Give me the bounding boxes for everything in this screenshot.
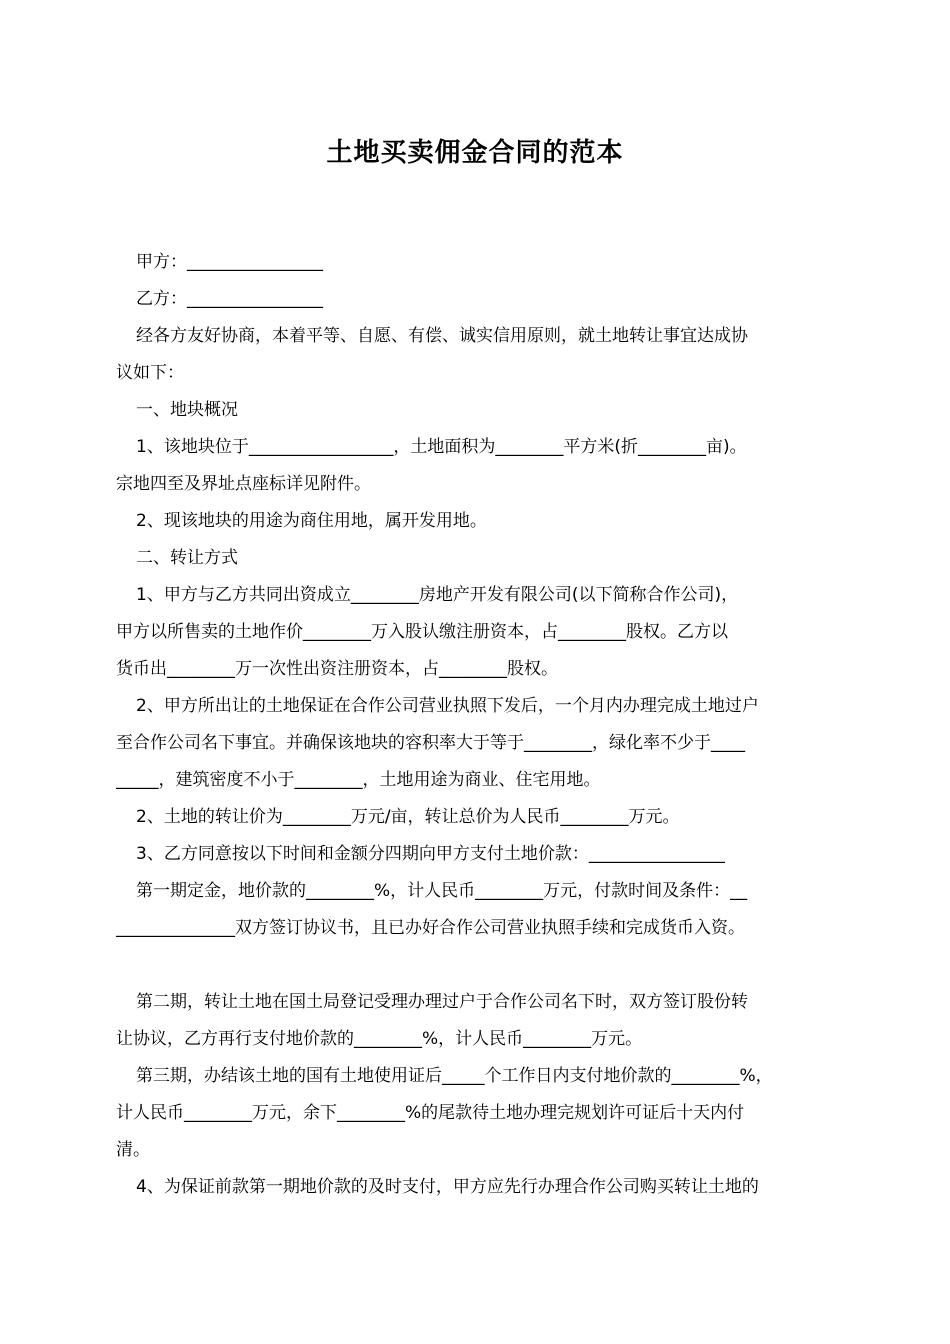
- payment-phase-1-line-1: 第一期定金，地价款的________%，计人民币________万元，付款时间及条件：__: [136, 881, 748, 901]
- document-body: [116, 244, 846, 1206]
- payment-phase-3-line-1: 第三期，办结该土地的国有土地使用证后_____个工作日内支付地价款的________%，: [136, 1066, 773, 1086]
- payment-phase-2-line-1: 第二期，转让土地在国土局登记受理办理过户于合作公司名下时，双方签订股份转: [136, 992, 748, 1012]
- clause-2-1-line-1: 1、甲方与乙方共同出资成立________房地产开发有限公司(以下简称合作公司)，: [136, 585, 739, 605]
- payment-phase-3-line-2: 计人民币________万元，余下________%的尾款待土地办理完规划许可证后十天内付: [116, 1103, 745, 1123]
- clause-price: 2、土地的转让价为________万元/亩，转让总价为人民币________万元。: [136, 807, 680, 827]
- party-a-line: 甲方：________________: [136, 252, 323, 272]
- section-heading-2: 二、转让方式: [136, 548, 238, 568]
- payment-phase-1-line-2: ______________双方签订协议书，且已办好合作公司营业执照手续和完成货币入资。: [116, 918, 745, 938]
- clause-1-1-line-2: 宗地四至及界址点座标详见附件。: [116, 474, 371, 494]
- section-heading-1: 一、地块概况: [136, 400, 238, 420]
- clause-2-2-line-2: 至合作公司名下事宜。并确保该地块的容积率大于等于________，绿化率不少于____: [116, 733, 745, 753]
- preamble-line-2: 议如下：: [116, 363, 184, 383]
- clause-1-1-line-1: 1、该地块位于_________________，土地面积为________平方米(折________亩)。: [136, 437, 747, 457]
- party-b-line: 乙方：________________: [136, 289, 323, 309]
- clause-2-2-line-1: 2、甲方所出让的土地保证在合作公司营业执照下发后，一个月内办理完成土地过户: [136, 696, 759, 716]
- clause-1-2: 2、现该地块的用途为商住用地，属开发用地。: [136, 511, 487, 531]
- payment-phase-2-line-2: 让协议，乙方再行支付地价款的________%，计人民币________万元。: [116, 1029, 643, 1049]
- clause-2-1-line-2: 甲方以所售卖的土地作价________万入股认缴注册资本，占________股权。乙方以: [116, 622, 728, 642]
- clause-4-line-1: 4、为保证前款第一期地价款的及时支付，甲方应先行办理合作公司购买转让土地的: [136, 1177, 759, 1197]
- preamble-line-1: 经各方友好协商，本着平等、自愿、有偿、诚实信用原则，就土地转让事宜达成协: [136, 326, 748, 346]
- clause-2-1-line-3: 货币出________万一次性出资注册资本，占________股权。: [116, 659, 558, 679]
- clause-payment-schedule: 3、乙方同意按以下时间和金额分四期向甲方支付土地价款：________________: [136, 844, 725, 864]
- paragraph-gap: [116, 947, 846, 984]
- document-title: 土地买卖佣金合同的范本: [326, 138, 624, 168]
- clause-2-2-line-3: _____，建筑密度不小于________，土地用途为商业、住宅用地。: [116, 770, 601, 790]
- payment-phase-3-line-3: 清。: [116, 1140, 150, 1160]
